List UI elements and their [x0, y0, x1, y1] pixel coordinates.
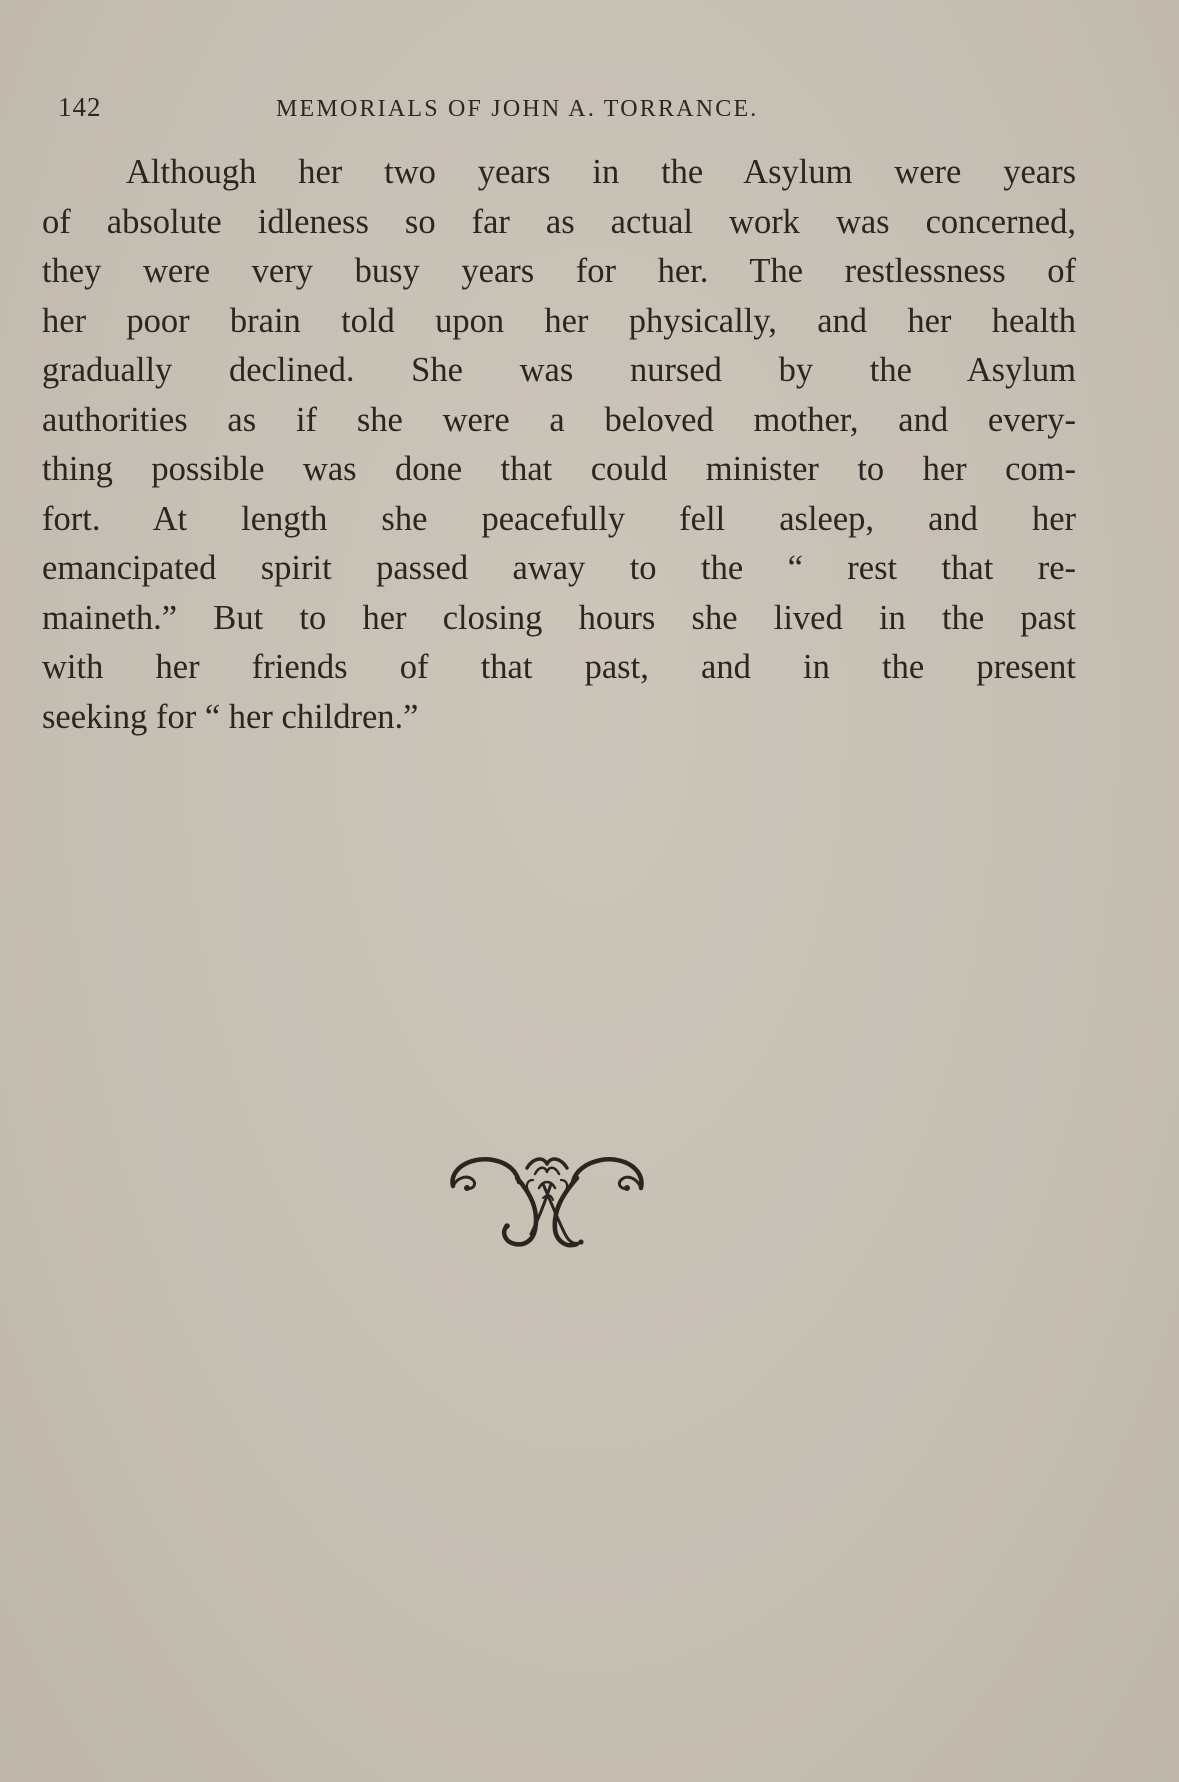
tailpiece-flourish-icon [447, 1148, 647, 1253]
text-line: emancipated spirit passed away to the “ rest that re- [42, 549, 1076, 587]
body-paragraph [42, 148, 1076, 742]
text-line: her poor brain told upon her physically, and her health [42, 301, 1076, 340]
page-number: 142 [58, 92, 102, 122]
text-line: thing possible was done that could minister to her com- [42, 450, 1076, 488]
text-line: fort. At length she peacefully fell asleep, and her [42, 499, 1076, 538]
text-line: of absolute idleness so far as actual work was concerned, [42, 202, 1076, 241]
text-line: authorities as if she were a beloved mother, and every- [42, 400, 1076, 439]
page-header [58, 92, 1078, 132]
text-line: gradually declined. She was nursed by the Asylum [42, 351, 1076, 389]
running-title: MEMORIALS OF JOHN A. TORRANCE. [276, 96, 759, 122]
text-line: seeking for “ her children.” [42, 697, 419, 736]
text-line: with her friends of that past, and in the present [42, 648, 1076, 686]
text-line: they were very busy years for her. The restlessness of [42, 252, 1076, 290]
text-line: maineth.” But to her closing hours she lived in the past [42, 598, 1076, 637]
text-line: Although her two years in the Asylum were years [126, 153, 1076, 191]
